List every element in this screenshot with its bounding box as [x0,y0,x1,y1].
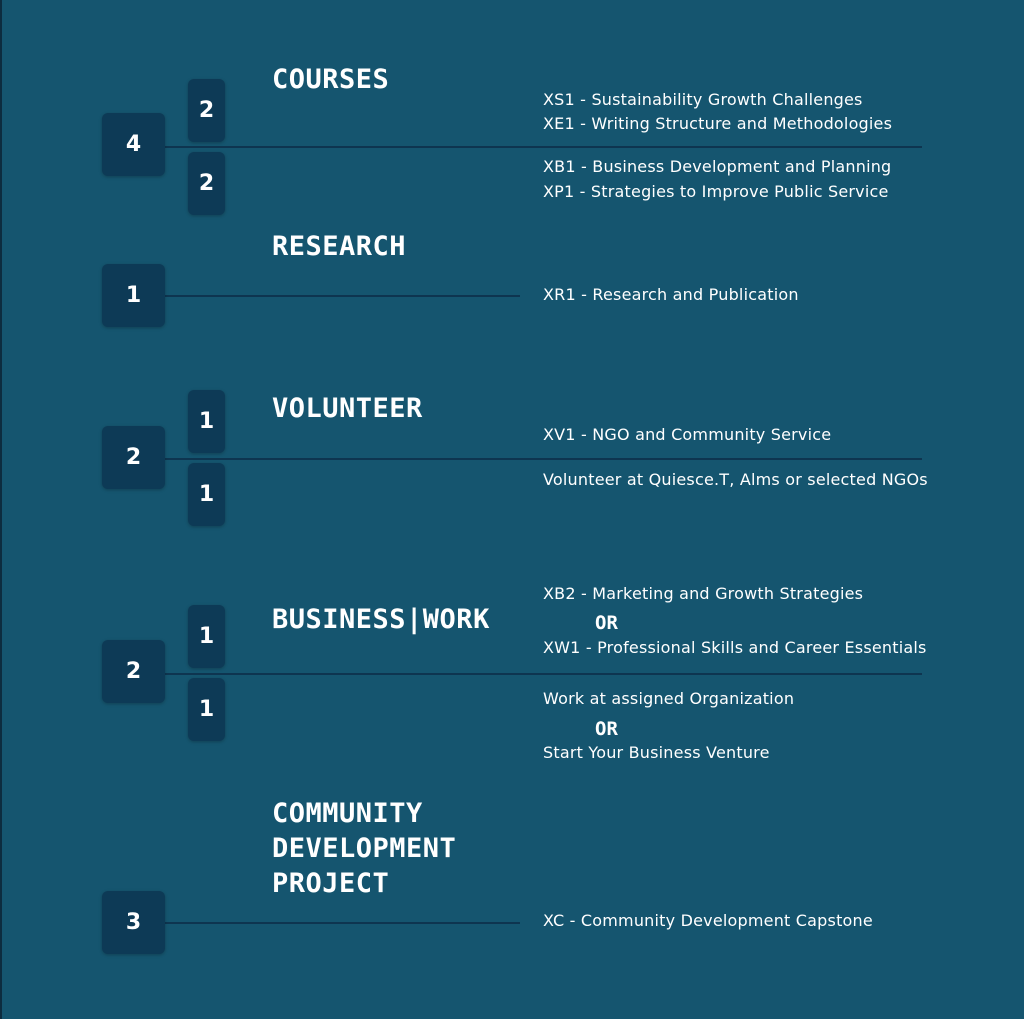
research-heading: RESEARCH [272,231,407,262]
courses-upper-count-badge: 2 [188,79,225,142]
business-work-item: XW1 - Professional Skills and Career Essentials [543,638,927,657]
volunteer-upper-count-badge: 1 [188,390,225,453]
courses-connector-line [160,146,922,148]
course-item: XE1 - Writing Structure and Methodologies [543,114,893,133]
business-work-connector-line [160,673,922,675]
research-connector-line [160,295,520,297]
community-total-badge: 3 [102,891,165,954]
business-work-lower-count-badge: 1 [188,678,225,741]
business-work-item: Start Your Business Venture [543,743,770,762]
courses-heading: COURSES [272,64,390,95]
or-separator: OR [595,612,618,634]
business-work-upper-count-badge: 1 [188,605,225,668]
research-total-badge: 1 [102,264,165,327]
course-item: XB1 - Business Development and Planning [543,157,892,176]
or-separator: OR [595,718,618,740]
business-work-item: Work at assigned Organization [543,689,795,708]
community-item: XC - Community Development Capstone [543,911,873,930]
business-work-total-badge: 2 [102,640,165,703]
volunteer-lower-count-badge: 1 [188,463,225,526]
volunteer-total-badge: 2 [102,426,165,489]
course-item: XS1 - Sustainability Growth Challenges [543,90,863,109]
course-item: XP1 - Strategies to Improve Public Service [543,182,889,201]
volunteer-item: XV1 - NGO and Community Service [543,425,832,444]
community-heading: COMMUNITY DEVELOPMENT PROJECT [272,798,457,899]
left-edge-divider [0,0,2,1019]
business-work-item: XB2 - Marketing and Growth Strategies [543,584,864,603]
courses-lower-count-badge: 2 [188,152,225,215]
volunteer-connector-line [160,458,922,460]
business-work-heading: BUSINESS|WORK [272,604,490,635]
research-item: XR1 - Research and Publication [543,285,799,304]
courses-total-badge: 4 [102,113,165,176]
community-connector-line [160,922,520,924]
volunteer-heading: VOLUNTEER [272,393,423,424]
volunteer-item: Volunteer at Quiesce.T, Alms or selected NGOs [543,470,928,489]
